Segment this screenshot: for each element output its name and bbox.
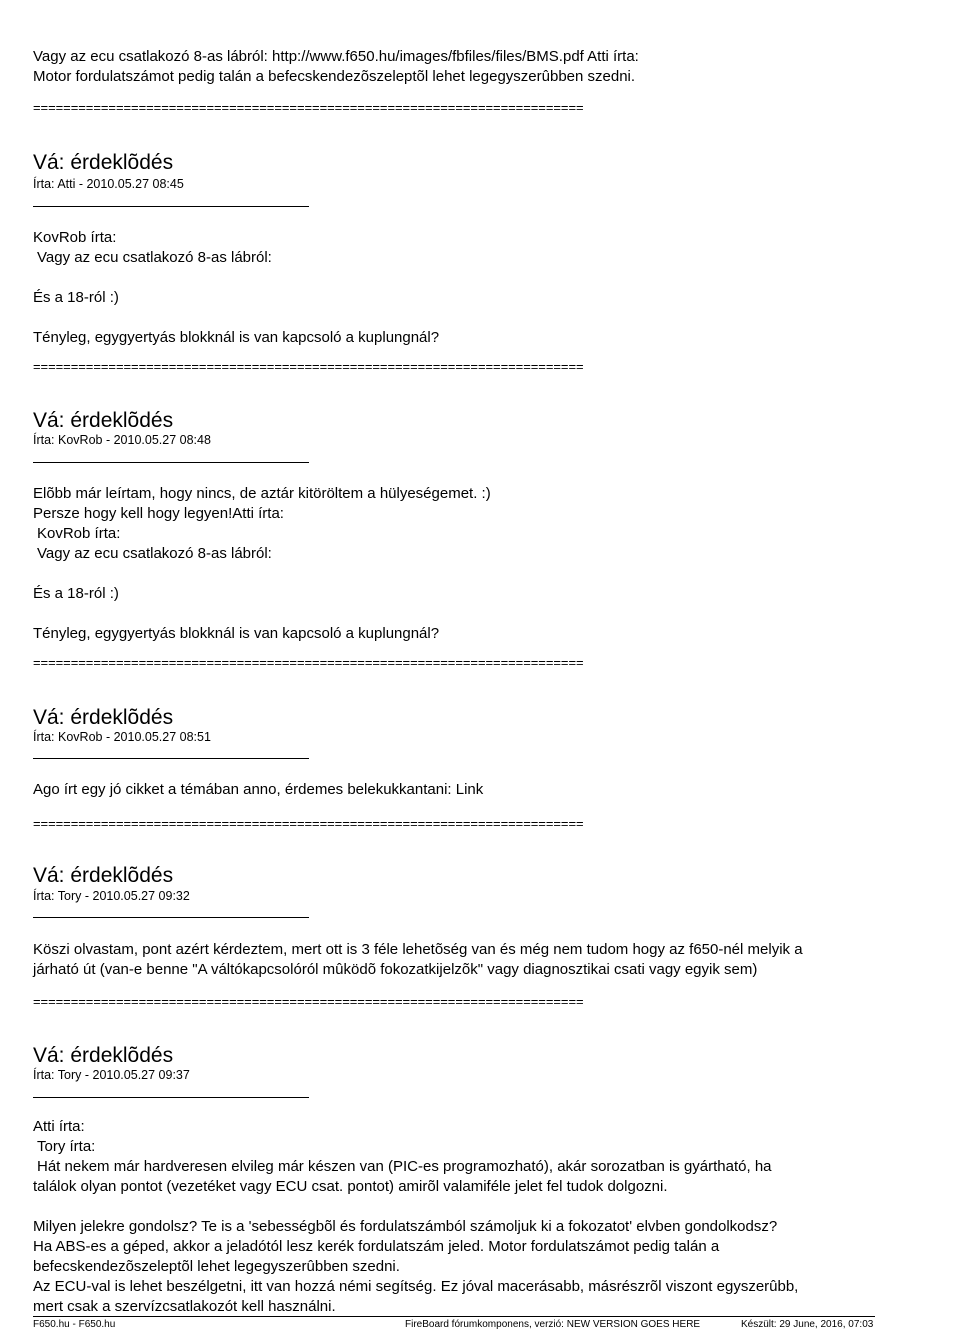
post-line: KovRob írta: — [37, 525, 121, 542]
post-line: Tényleg, egygyertyás blokknál is van kapcsoló a kuplungnál? — [33, 329, 440, 346]
post-line: járható út (van-e benne "A váltókapcsolóról mûködõ fokozatkijelzõk" vagy diagnosztikai csati vagy egyik sem) — [33, 961, 758, 978]
post-body — [33, 1117, 913, 1317]
post-meta: Írta: Atti - 2010.05.27 08:45 — [33, 177, 184, 191]
post-line: mert csak a szervízcsatlakozót kell használni. — [33, 1298, 336, 1315]
post-body — [33, 780, 913, 800]
post-rule — [33, 1097, 309, 1098]
separator: ========================================================================= — [33, 817, 584, 831]
post-rule — [33, 917, 309, 918]
post-line: És a 18-ról :) — [33, 289, 119, 306]
post-line: Tory írta: — [37, 1138, 96, 1155]
post-line: Vagy az ecu csatlakozó 8-as lábról: — [37, 545, 272, 562]
post-rule — [33, 758, 309, 759]
footer-date: Készült: 29 June, 2016, 07:03 — [741, 1319, 874, 1330]
intro-line: Motor fordulatszámot pedig talán a befecskendezõszeleptõl lehet legegyszerûbben szedni. — [33, 68, 636, 85]
separator: ========================================================================= — [33, 995, 584, 1009]
page-footer — [33, 1319, 913, 1331]
post-line: Vagy az ecu csatlakozó 8-as lábról: — [37, 249, 272, 266]
post-line: találok olyan pontot (vezetéket vagy ECU csat. pontot) amirõl valamiféle jelet fel tudok dolgozni. — [33, 1178, 668, 1195]
post-line: Atti írta: — [33, 1118, 85, 1135]
intro-text — [33, 47, 639, 87]
post-line: KovRob írta: — [33, 229, 117, 246]
blank-line — [33, 268, 913, 288]
post-line: befecskendezõszeleptõl lehet legegyszerûbben szedni. — [33, 1258, 400, 1275]
footer-site: F650.hu - F650.hu — [33, 1319, 116, 1330]
post-meta: Írta: Tory - 2010.05.27 09:37 — [33, 1068, 190, 1082]
post-rule — [33, 462, 309, 463]
post-title: Vá: érdeklõdés — [33, 864, 174, 887]
post-line: Milyen jelekre gondolsz? Te is a 'sebességbõl és fordulatszámból számoljuk ki a fokozatot' elvben gondolkodsz? — [33, 1218, 778, 1235]
post-line: Persze hogy kell hogy legyen!Atti írta: — [33, 505, 284, 522]
post-title: Vá: érdeklõdés — [33, 1044, 174, 1067]
post-body — [33, 940, 913, 980]
blank-line — [33, 564, 913, 584]
post-line: Elõbb már leírtam, hogy nincs, de aztár kitöröltem a hülyeségemet. :) — [33, 485, 491, 502]
post-meta: Írta: KovRob - 2010.05.27 08:51 — [33, 730, 211, 744]
post-line: Ha ABS-es a géped, akkor a jeladótól lesz kerék fordulatszám jeled. Motor fordulatszámot pedig talán a — [33, 1238, 720, 1255]
post-line: Hát nekem már hardveresen elvileg már készen van (PIC-es programozható), akár sorozatban is gyártható, ha — [37, 1158, 772, 1175]
separator: ========================================================================= — [33, 360, 584, 374]
footer-component: FireBoard fórumkomponens, verzió: NEW VERSION GOES HERE — [405, 1319, 701, 1330]
blank-line — [33, 308, 913, 328]
post-meta: Írta: Tory - 2010.05.27 09:32 — [33, 889, 190, 903]
post-title: Vá: érdeklõdés — [33, 409, 174, 432]
post-meta: Írta: KovRob - 2010.05.27 08:48 — [33, 433, 211, 447]
post-body — [33, 484, 913, 644]
post-line: Tényleg, egygyertyás blokknál is van kapcsoló a kuplungnál? — [33, 625, 440, 642]
post-rule — [33, 206, 309, 207]
post-body — [33, 228, 913, 348]
intro-line: Vagy az ecu csatlakozó 8-as lábról: http://www.f650.hu/images/fbfiles/files/BMS.pdf Atti írta: — [33, 48, 639, 65]
post-line: Köszi olvastam, pont azért kérdeztem, mert ott is 3 féle lehetõség van és még nem tudom hogy az f650-nél melyik a — [33, 941, 803, 958]
separator: ========================================================================= — [33, 101, 584, 115]
separator: ========================================================================= — [33, 656, 584, 670]
blank-line — [33, 1197, 913, 1217]
post-line: Az ECU-val is lehet beszélgetni, itt van hozzá némi segítség. Ez jóval macerásabb, másrészrõl viszont egyszerûbb, — [33, 1278, 799, 1295]
post-title: Vá: érdeklõdés — [33, 706, 174, 729]
post-line[interactable]: Ago írt egy jó cikket a témában anno, érdemes belekukkantani: Link — [33, 781, 484, 798]
post-title: Vá: érdeklõdés — [33, 151, 174, 174]
post-line: És a 18-ról :) — [33, 585, 119, 602]
footer-rule — [33, 1316, 875, 1317]
blank-line — [33, 604, 913, 624]
